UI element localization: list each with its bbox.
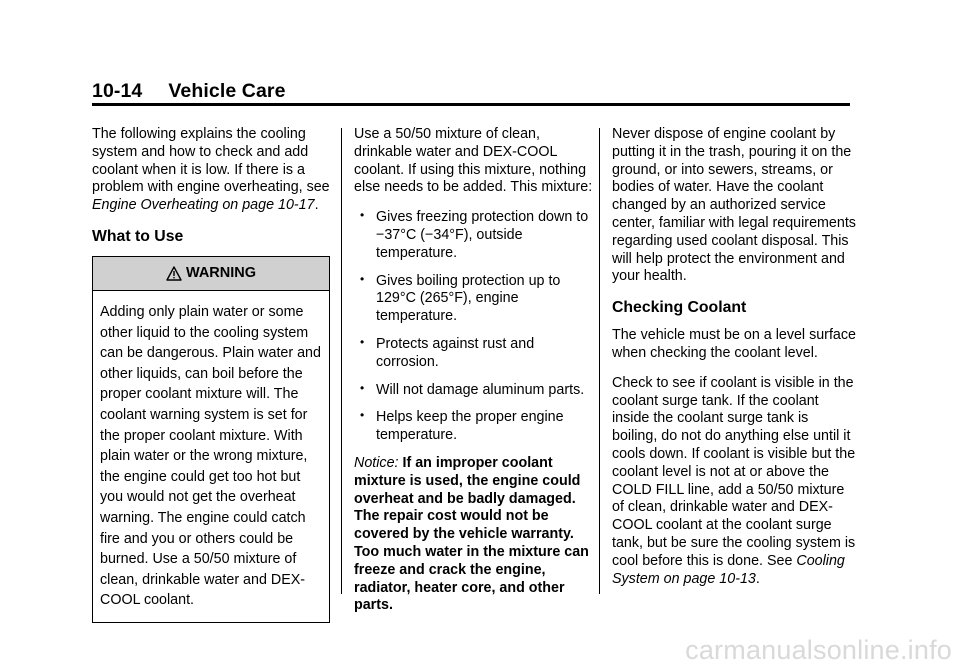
warning-text: Adding only plain water or some other liquid to the cooling system can be dangerous. Plain water and other liquids, can boil before the proper coolant mixture will. The coolant warning system is set for the proper coolant mixture. With plain water or the wrong mixture, the engine could get too hot but you would not get the overheat warning. The engine could catch fire and you or others could be burned. Use a 50/50 mixture of clean, drinkable water and DEX-COOL coolant. (100, 303, 321, 609)
intro-end: . (314, 197, 319, 214)
check-coolant-paragraph (612, 375, 857, 589)
level-surface-paragraph: The vehicle must be on a level surface when checking the coolant level. (612, 327, 856, 361)
notice-text: If an improper coolant mixture is used, the engine could overheat and be badly damaged. The repair cost would not be covered by the vehicle warranty. Too much water in the mixture can freeze and crack the engine, radiator, heater core, and other parts. (354, 454, 589, 614)
list-item (354, 273, 594, 326)
bullet-icon: • (360, 408, 365, 423)
warning-triangle-icon (166, 266, 182, 281)
list-item (354, 209, 594, 262)
overheating-link[interactable]: Engine Overheating on page 10-17 (92, 197, 315, 214)
heading-checking-coolant: Checking Coolant (612, 299, 747, 317)
list-item-text: Gives boiling protection up to 129°C (265°F), engine temperature. (376, 272, 561, 325)
bullet-icon: • (360, 380, 365, 395)
list-item (354, 409, 594, 445)
column-divider (599, 128, 600, 594)
section-title: Vehicle Care (168, 80, 286, 102)
mixture-paragraph: Use a 50/50 mixture of clean, drinkable water and DEX-COOL coolant. If using this mixture, nothing else needs to be added. This mixture: (354, 126, 593, 196)
list-item-text: Will not damage aluminum parts. (376, 381, 585, 398)
header-rule (92, 103, 850, 106)
check-coolant-end: . (755, 570, 760, 587)
column-1 (92, 126, 332, 623)
column-3 (612, 126, 857, 600)
column-divider (341, 128, 342, 594)
disposal-paragraph: Never dispose of engine coolant by putting it in the trash, pouring it on the ground, or into sewers, streams, or bodies of water. Have the coolant changed by an authorized service center, familiar with legal requirements regarding used coolant disposal. This will help protect the environment and your health. (612, 126, 856, 285)
list-item-text: Helps keep the proper engine temperature. (376, 409, 564, 444)
notice-paragraph (354, 455, 594, 615)
list-item (354, 336, 594, 372)
watermark: carmanualsonline.info (685, 635, 952, 665)
intro-paragraph (92, 126, 332, 215)
mixture-benefits-list (354, 209, 594, 445)
bullet-icon: • (360, 208, 365, 223)
bullet-icon: • (360, 271, 365, 286)
list-item-text: Protects against rust and corrosion. (376, 335, 535, 370)
warning-title: WARNING (185, 264, 257, 281)
page-number: 10-14 (92, 80, 143, 102)
cooling-system-link[interactable]: Cooling System on page 10-13 (612, 552, 845, 587)
bullet-icon: • (360, 334, 365, 349)
notice-label: Notice: (354, 454, 399, 471)
column-2 (354, 126, 594, 627)
warning-header (93, 257, 329, 291)
heading-what-to-use: What to Use (92, 227, 184, 245)
check-coolant-text: Check to see if coolant is visible in the coolant surge tank. If the coolant inside the coolant surge tank is boiling, do not do anything else until it cools down. If coolant is visible but the coolant level is not at or above the COLD FILL line, add a 50/50 mixture of clean, drinkable water and DEX-COOL coolant at the coolant surge tank, but be sure the cooling system is cool before this is done. See (612, 374, 856, 569)
list-item-text: Gives freezing protection down to −37°C (−34°F), outside temperature. (376, 209, 589, 261)
warning-box (92, 256, 330, 623)
list-item (354, 382, 594, 400)
intro-text: The following explains the cooling system and how to check and add coolant when it is low. If there is a problem with engine overheating, see (92, 126, 330, 196)
page-header (92, 80, 286, 103)
